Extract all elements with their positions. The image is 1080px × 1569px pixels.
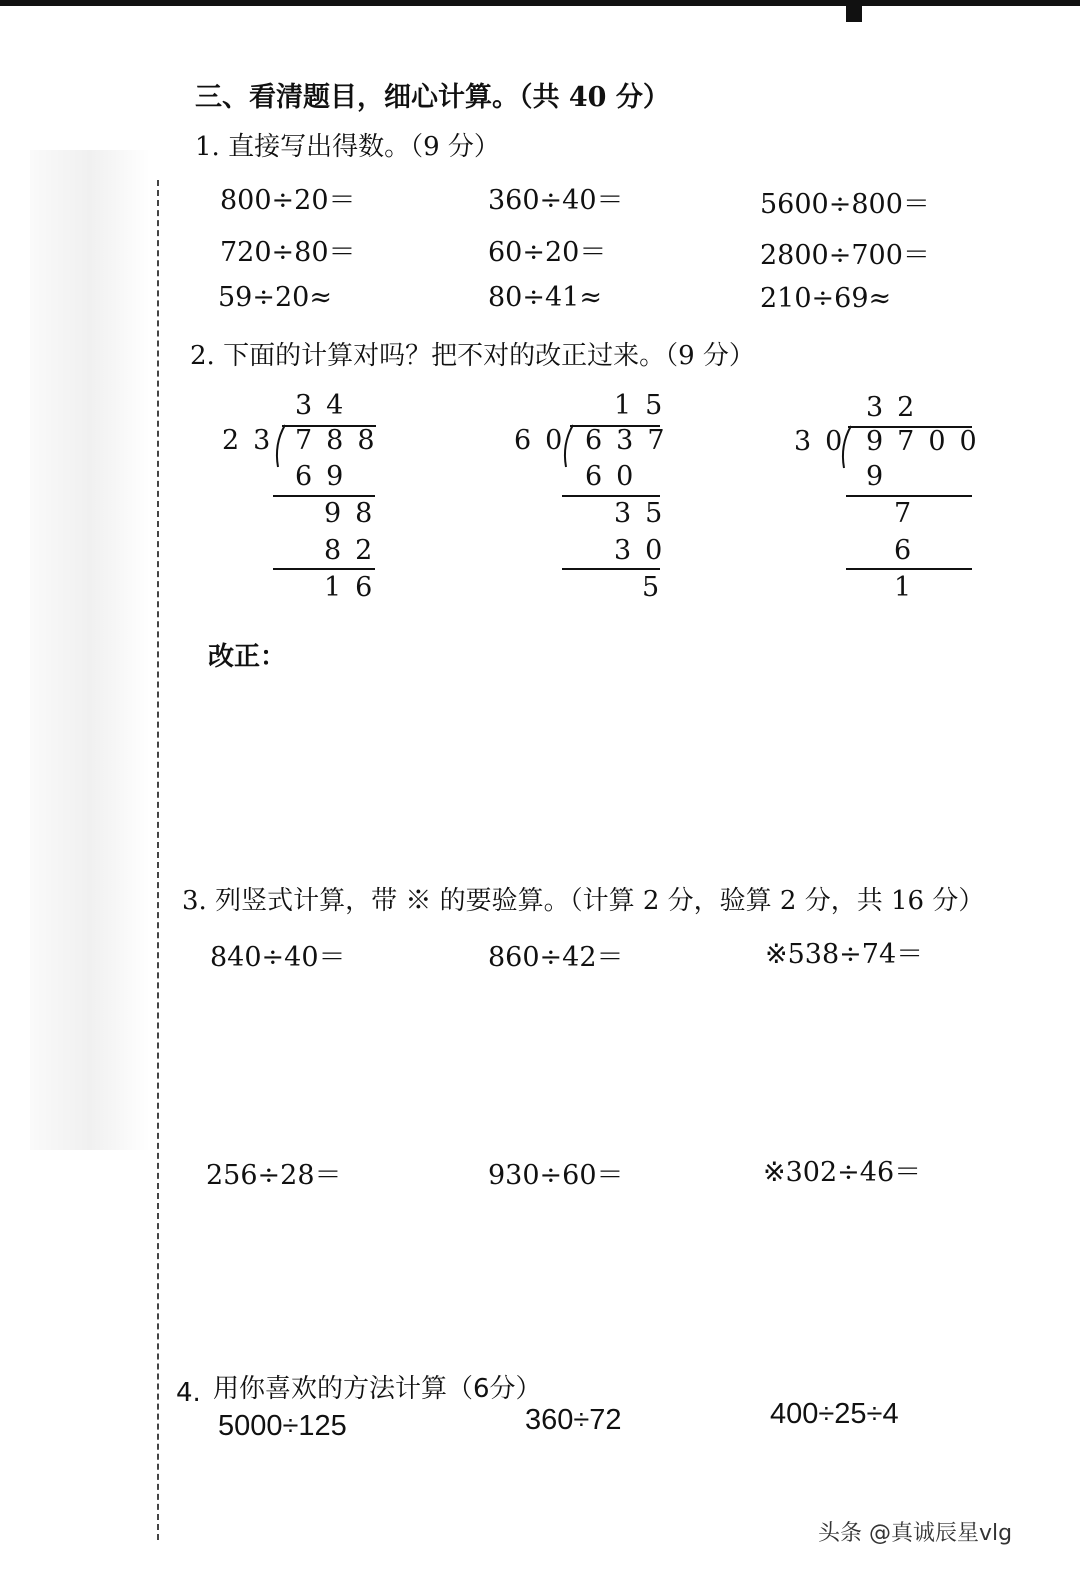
q3-item: 840÷40＝ bbox=[210, 942, 346, 973]
division-step-line bbox=[273, 568, 375, 570]
division-divisor: 60 bbox=[514, 425, 577, 456]
division-remainder: 16 bbox=[324, 572, 387, 603]
top-edge-mark bbox=[846, 0, 862, 22]
q1-item: 360÷40＝ bbox=[488, 185, 624, 216]
division-dividend: 637 bbox=[585, 425, 679, 456]
division-bracket bbox=[560, 424, 576, 468]
scan-shadow bbox=[30, 150, 150, 1150]
correction-label: 改正： bbox=[208, 642, 287, 672]
division-bracket bbox=[272, 424, 288, 468]
q4-item: 360÷72 bbox=[525, 1404, 622, 1436]
q3-item: ※538÷74＝ bbox=[765, 939, 924, 970]
division-step-line bbox=[846, 495, 972, 497]
watermark: 头条 @真诚辰星vlg bbox=[818, 1521, 1013, 1546]
q3-title: 3. 列竖式计算，带 ※ 的要验算。（计算 2 分，验算 2 分，共 16 分） bbox=[182, 886, 985, 916]
division-remainder: 1 bbox=[894, 572, 912, 603]
q2-title: 2. 下面的计算对吗？把不对的改正过来。（9 分） bbox=[190, 341, 755, 371]
q1-item: 800÷20＝ bbox=[220, 185, 356, 216]
division-quotient: 15 bbox=[614, 390, 677, 421]
division-divisor: 30 bbox=[794, 426, 857, 457]
division-dividend: 788 bbox=[295, 425, 389, 456]
q3-item: ※302÷46＝ bbox=[763, 1157, 922, 1188]
q1-item: 210÷69≈ bbox=[760, 283, 892, 314]
division-quotient: 32 bbox=[866, 392, 929, 423]
division-dividend: 9700 bbox=[866, 426, 991, 457]
section-title: 三、看清题目，细心计算。（共 40 分） bbox=[195, 82, 670, 113]
division-step: 30 bbox=[614, 535, 677, 566]
division-step: 6 bbox=[894, 535, 912, 566]
division-step-line bbox=[562, 495, 660, 497]
q1-title: 1. 直接写出得数。（9 分） bbox=[195, 132, 500, 162]
division-step: 69 bbox=[295, 461, 358, 492]
q4-item: 5000÷125 bbox=[218, 1410, 347, 1442]
division-quotient: 34 bbox=[295, 390, 358, 421]
division-remainder: 5 bbox=[642, 572, 674, 603]
division-step: 82 bbox=[324, 535, 387, 566]
division-bracket bbox=[838, 425, 854, 469]
q4-item: 400÷25÷4 bbox=[770, 1398, 899, 1430]
q4-title: 用你喜欢的方法计算（6分） bbox=[213, 1374, 542, 1404]
q4-number: 4. bbox=[176, 1378, 201, 1408]
division-step-line bbox=[846, 568, 972, 570]
q1-item: 60÷20＝ bbox=[488, 237, 607, 268]
q3-item: 256÷28＝ bbox=[206, 1160, 342, 1191]
q1-item: 2800÷700＝ bbox=[760, 240, 930, 271]
division-step-line bbox=[562, 568, 660, 570]
division-step: 98 bbox=[324, 498, 387, 529]
q1-item: 59÷20≈ bbox=[218, 282, 332, 313]
division-step-line bbox=[273, 495, 375, 497]
q1-item: 5600÷800＝ bbox=[760, 189, 930, 220]
division-step: 9 bbox=[866, 461, 884, 492]
top-edge-bar bbox=[0, 0, 1080, 6]
q1-item: 80÷41≈ bbox=[488, 282, 602, 313]
division-divisor: 23 bbox=[222, 425, 285, 456]
division-step: 60 bbox=[585, 461, 648, 492]
binding-margin-line bbox=[157, 180, 159, 1540]
q3-item: 930÷60＝ bbox=[488, 1160, 624, 1191]
q1-item: 720÷80＝ bbox=[220, 237, 356, 268]
q3-item: 860÷42＝ bbox=[488, 942, 624, 973]
division-step: 7 bbox=[894, 498, 912, 529]
division-step: 35 bbox=[614, 498, 677, 529]
